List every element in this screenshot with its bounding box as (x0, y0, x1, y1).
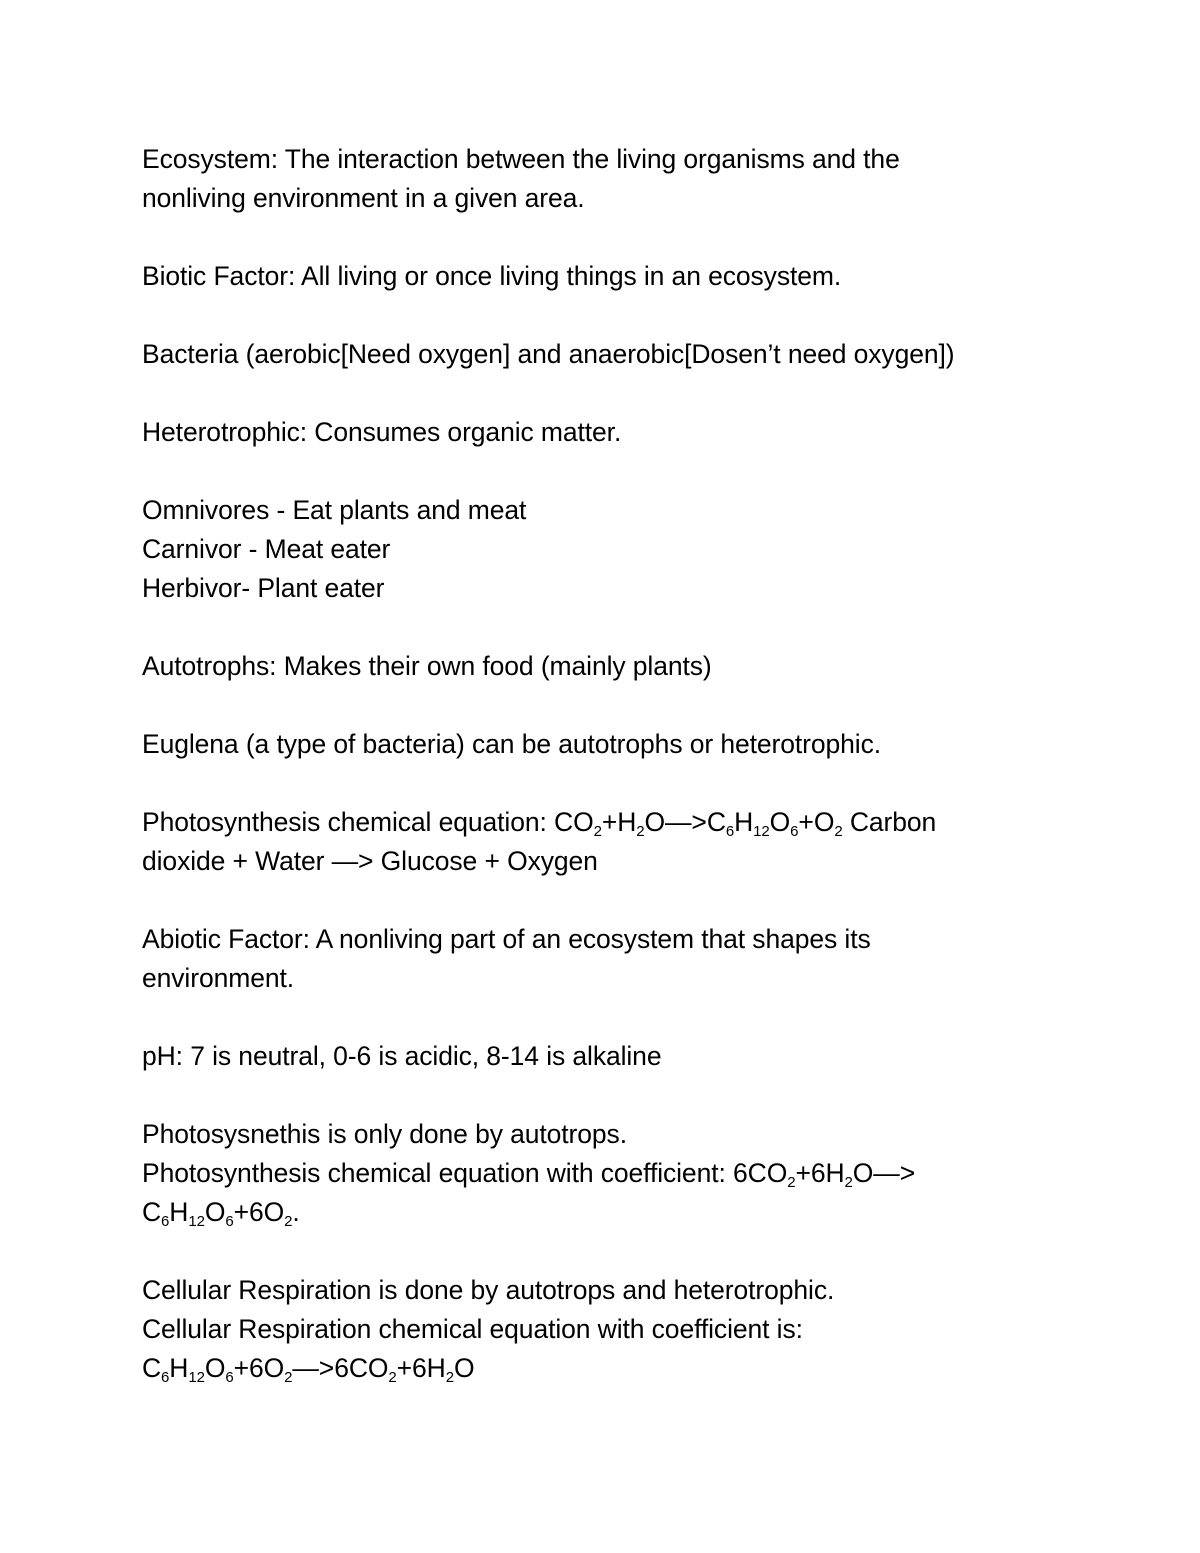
bacteria-line: Bacteria (aerobic[Need oxygen] and anaerobic[Dosen’t need oxygen]) (142, 339, 955, 369)
omnivores-line: Omnivores - Eat plants and meat (142, 495, 527, 525)
spacer (142, 1076, 1072, 1115)
euglena-line: Euglena (a type of bacteria) can be autotrophs or heterotrophic. (142, 729, 882, 759)
spacer (142, 608, 1072, 647)
photosynthesis-autotrops-line: Photosysnethis is only done by autotrops. (142, 1119, 627, 1149)
formula-h2o: $H_2O$ (617, 807, 666, 840)
formula-6o2: $6O_2$ (249, 1197, 293, 1230)
photosynthesis-equation-line: Photosynthesis chemical equation: $CO_2+H_2O—>C_6H_{12}O_6+O_2$ Carbon (142, 807, 937, 840)
abiotic-line-1: Abiotic Factor: A nonliving part of an ecosystem that shapes its (142, 924, 871, 954)
ecosystem-line-2: nonliving environment in a given area. (142, 183, 585, 213)
formula-co2: $CO_2$ (554, 807, 602, 840)
spacer (142, 1232, 1072, 1271)
formula-glucose: $C_6H_{12}O_6$ (142, 1197, 234, 1230)
formula-6h2o: $6H_2O$ (810, 1158, 874, 1191)
formula-glucose: $C_6H_{12}O_6$ (142, 1353, 234, 1386)
respiration-line-1: Cellular Respiration is done by autotrops and heterotrophic. (142, 1275, 835, 1305)
formula-o2: $O_2$ (813, 807, 843, 840)
spacer (142, 686, 1072, 725)
respiration-line-2: Cellular Respiration chemical equation with coefficient is: (142, 1314, 803, 1344)
formula-6o2: $6O_2$ (249, 1353, 293, 1386)
spacer (142, 452, 1072, 491)
spacer (142, 374, 1072, 413)
autotrophs-line: Autotrophs: Makes their own food (mainly plants) (142, 651, 712, 681)
heterotrophic-line: Heterotrophic: Consumes organic matter. (142, 417, 622, 447)
spacer (142, 764, 1072, 803)
carnivor-line: Carnivor - Meat eater (142, 534, 391, 564)
respiration-equation-line: $C_6H_{12}O_6+6O_2—>6CO_2+6H_2O$ (142, 1353, 475, 1386)
photosynthesis-coefficient-line: Photosynthesis chemical equation with coefficient: $6CO_2+6H_2O—>$ (142, 1158, 916, 1191)
formula-glucose: $C_6H_{12}O_6$ (706, 807, 799, 840)
photosynthesis-label: Photosynthesis chemical equation: (142, 807, 555, 837)
spacer (142, 218, 1072, 257)
ph-line: pH: 7 is neutral, 0-6 is acidic, 8-14 is alkaline (142, 1041, 662, 1071)
spacer (142, 998, 1072, 1037)
herbivor-line: Herbivor- Plant eater (142, 573, 385, 603)
spacer (142, 296, 1072, 335)
photosynthesis-words-line: dioxide + Water —> Glucose + Oxygen (142, 846, 598, 876)
abiotic-line-2: environment. (142, 963, 294, 993)
spacer (142, 881, 1072, 920)
formula-6h2o: $6H_2O$ (412, 1353, 475, 1386)
ecosystem-line-1: Ecosystem: The interaction between the living organisms and the (142, 144, 900, 174)
formula-6co2: $6CO_2$ (733, 1158, 796, 1191)
formula-6co2: $6CO_2$ (334, 1353, 397, 1386)
photosynthesis-products-line: $C_6H_{12}O_6+6O_2$. (142, 1197, 300, 1230)
document-body (142, 140, 1072, 1388)
biotic-factor-line: Biotic Factor: All living or once living things in an ecosystem. (142, 261, 842, 291)
